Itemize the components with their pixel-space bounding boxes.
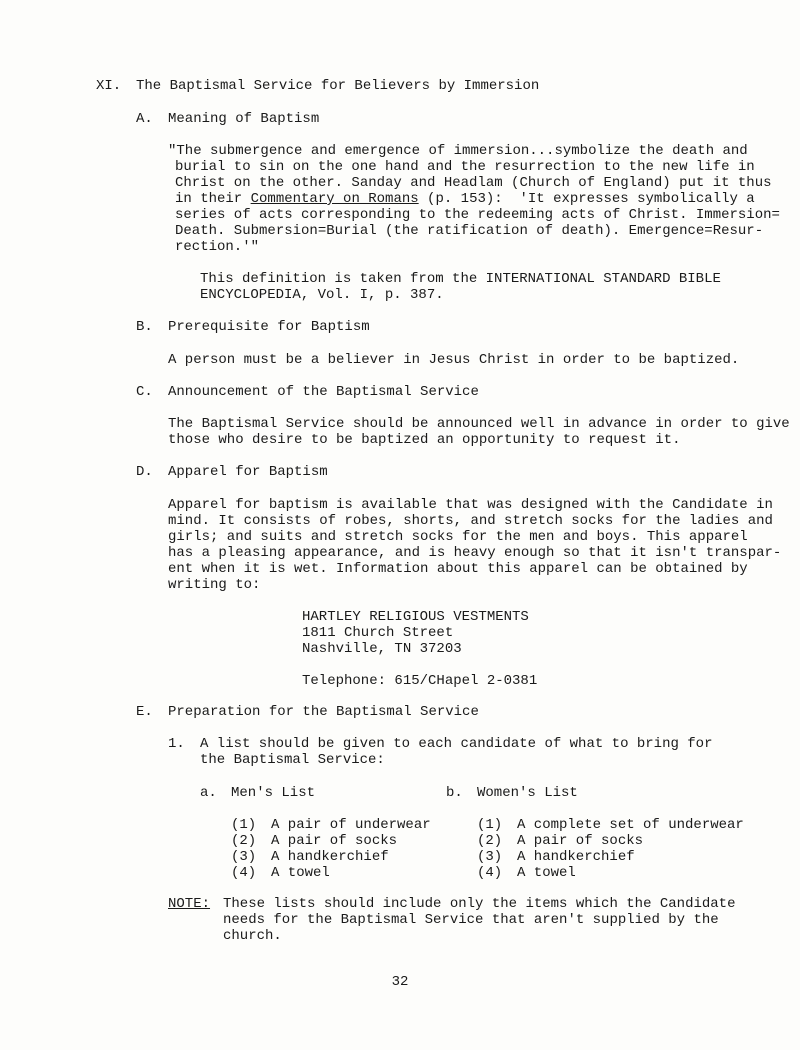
source-line: This definition is taken from the INTERNATIONAL STANDARD BIBLE bbox=[200, 271, 721, 287]
section-numeral: XI. bbox=[96, 78, 122, 94]
mens-list-title: Men's List bbox=[231, 785, 316, 801]
note-text: These lists should include only the items which the Candidate bbox=[223, 896, 736, 912]
quote-line bbox=[175, 191, 755, 207]
address-city: Nashville, TN 37203 bbox=[302, 641, 462, 657]
list-item-number: (3) bbox=[231, 849, 257, 865]
list-item-number: (2) bbox=[231, 833, 257, 849]
body-text: girls; and suits and stretch socks for the men and boys. This apparel bbox=[168, 529, 748, 545]
note-text: church. bbox=[223, 928, 282, 944]
list-item: A pair of socks bbox=[271, 833, 398, 849]
list-item-number: (3) bbox=[477, 849, 503, 865]
note-text: needs for the Baptismal Service that aren't supplied by the bbox=[223, 912, 719, 928]
subsection-d-heading: Apparel for Baptism bbox=[168, 464, 328, 480]
list-item-number: (4) bbox=[231, 865, 257, 881]
subsection-b-heading: Prerequisite for Baptism bbox=[168, 319, 370, 335]
list-item: A complete set of underwear bbox=[517, 817, 744, 833]
body-text: ent when it is wet. Information about this apparel can be obtained by bbox=[168, 561, 748, 577]
subsection-c-label: C. bbox=[136, 384, 153, 400]
body-text: A person must be a believer in Jesus Christ in order to be baptized. bbox=[168, 352, 740, 368]
subsection-c-heading: Announcement of the Baptismal Service bbox=[168, 384, 479, 400]
note-label: NOTE: bbox=[168, 896, 211, 912]
address-name: HARTLEY RELIGIOUS VESTMENTS bbox=[302, 609, 529, 625]
body-text: The Baptismal Service should be announced well in advance in order to give bbox=[168, 416, 790, 432]
quote-line: Death. Submersion=Burial (the ratification of death). Emergence=Resur- bbox=[175, 223, 764, 239]
item-1-label: 1. bbox=[168, 736, 185, 752]
body-text: the Baptismal Service: bbox=[200, 752, 385, 768]
body-text: A list should be given to each candidate of what to bring for bbox=[200, 736, 713, 752]
quote-line: burial to sin on the one hand and the resurrection to the new life in bbox=[175, 159, 755, 175]
body-text: those who desire to be baptized an opportunity to request it. bbox=[168, 432, 681, 448]
list-item: A towel bbox=[517, 865, 576, 881]
body-text: Apparel for baptism is available that was designed with the Candidate in bbox=[168, 497, 773, 513]
list-item: A towel bbox=[271, 865, 330, 881]
subsection-b-label: B. bbox=[136, 319, 153, 335]
quote-line: rection.'" bbox=[175, 239, 260, 255]
subsection-a-label: A. bbox=[136, 111, 153, 127]
body-text: has a pleasing appearance, and is heavy enough so that it isn't transpar- bbox=[168, 545, 782, 561]
body-text: writing to: bbox=[168, 577, 261, 593]
address-telephone: Telephone: 615/CHapel 2-0381 bbox=[302, 673, 538, 689]
quote-line: series of acts corresponding to the redeeming acts of Christ. Immersion= bbox=[175, 207, 780, 223]
list-item-number: (2) bbox=[477, 833, 503, 849]
subsection-a-heading: Meaning of Baptism bbox=[168, 111, 320, 127]
list-item-number: (1) bbox=[231, 817, 257, 833]
subsection-e-label: E. bbox=[136, 704, 153, 720]
section-title: The Baptismal Service for Believers by Immersion bbox=[136, 78, 540, 94]
list-item: A pair of socks bbox=[517, 833, 644, 849]
list-item: A handkerchief bbox=[517, 849, 635, 865]
list-item-number: (1) bbox=[477, 817, 503, 833]
quote-line: Christ on the other. Sanday and Headlam (Church of England) put it thus bbox=[175, 175, 772, 191]
address-street: 1811 Church Street bbox=[302, 625, 454, 641]
quote-text: (p. 153): 'It expresses symbolically a bbox=[418, 191, 755, 207]
source-line: ENCYCLOPEDIA, Vol. I, p. 387. bbox=[200, 287, 444, 303]
mens-list-label: a. bbox=[200, 785, 217, 801]
list-item-number: (4) bbox=[477, 865, 503, 881]
womens-list-label: b. bbox=[446, 785, 463, 801]
womens-list-title: Women's List bbox=[477, 785, 578, 801]
body-text: mind. It consists of robes, shorts, and stretch socks for the ladies and bbox=[168, 513, 773, 529]
quote-text: in their bbox=[175, 191, 251, 207]
subsection-d-label: D. bbox=[136, 464, 153, 480]
list-item: A handkerchief bbox=[271, 849, 389, 865]
page-number: 32 bbox=[391, 974, 409, 990]
list-item: A pair of underwear bbox=[271, 817, 431, 833]
subsection-e-heading: Preparation for the Baptismal Service bbox=[168, 704, 479, 720]
quote-line: "The submergence and emergence of immersion...symbolize the death and bbox=[168, 143, 748, 159]
book-title: Commentary on Romans bbox=[250, 191, 419, 207]
